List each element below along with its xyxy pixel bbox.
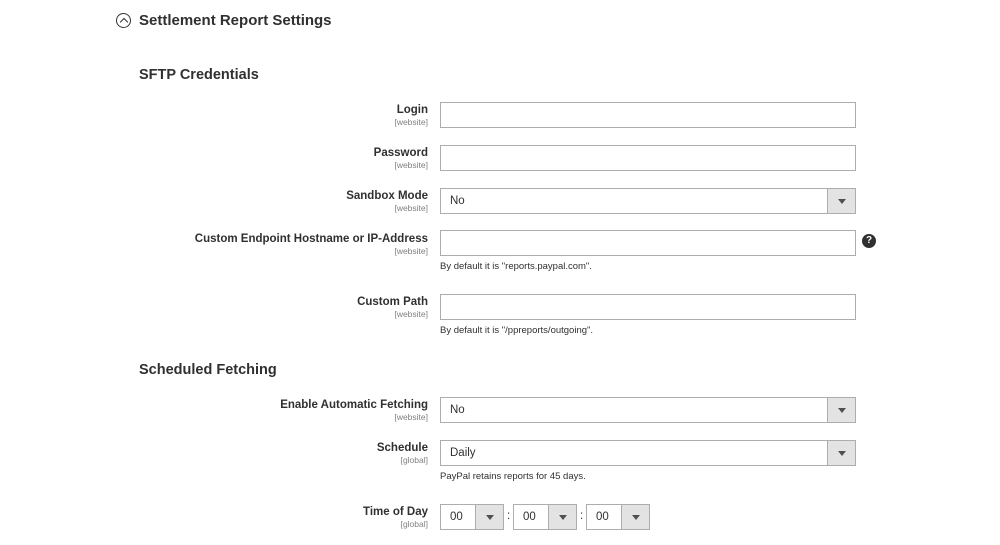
custom-path-input[interactable] [440,294,856,320]
path-label-group [357,296,428,319]
password-input[interactable] [440,145,856,171]
group-title-sftp: SFTP Credentials [139,67,259,83]
sandbox-mode-scope: [website] [394,203,428,213]
section-title: Settlement Report Settings [139,12,332,29]
login-input[interactable] [440,102,856,128]
auto-fetch-label-group [280,399,428,422]
auto-fetch-value: No [450,404,465,416]
login-label-group [394,104,428,127]
section-header[interactable] [116,12,332,29]
second-value: 00 [596,511,609,523]
schedule-scope: [global] [400,455,428,465]
time-of-day-label-group [363,506,428,529]
collapse-icon[interactable] [116,13,131,28]
help-icon[interactable]: ? [862,234,876,248]
sandbox-label-group [346,190,428,213]
endpoint-input[interactable] [440,230,856,256]
endpoint-label-group [195,233,428,256]
chevron-down-icon[interactable] [827,398,855,422]
custom-path-scope: [website] [394,309,428,319]
minute-select[interactable] [513,504,577,530]
password-label: Password [373,147,428,159]
schedule-label: Schedule [376,442,428,454]
chevron-down-icon[interactable] [475,505,503,529]
auto-fetch-scope: [website] [394,412,428,422]
chevron-down-icon[interactable] [827,441,855,465]
schedule-note: PayPal retains reports for 45 days. [440,471,586,482]
sandbox-mode-label: Sandbox Mode [346,190,428,202]
sandbox-mode-value: No [450,195,465,207]
schedule-label-group [377,442,428,465]
password-scope: [website] [394,160,428,170]
custom-path-label: Custom Path [357,296,428,308]
custom-path-note: By default it is "/ppreports/outgoing". [440,325,594,336]
chevron-down-icon[interactable] [621,505,649,529]
hour-value: 00 [450,511,463,523]
hour-select[interactable] [440,504,504,530]
chevron-down-icon[interactable] [827,189,855,213]
auto-fetch-label: Enable Automatic Fetching [280,399,428,411]
chevron-down-icon[interactable] [548,505,576,529]
minute-value: 00 [523,511,536,523]
time-separator: : [507,510,511,522]
password-label-group [374,147,428,170]
schedule-value: Daily [450,447,476,459]
time-of-day-label: Time of Day [363,506,428,518]
auto-fetch-select[interactable] [440,397,856,423]
group-title-scheduled: Scheduled Fetching [139,362,277,378]
endpoint-scope: [website] [394,246,428,256]
schedule-select[interactable] [440,440,856,466]
login-label: Login [396,104,428,116]
time-of-day-scope: [global] [400,519,428,529]
second-select[interactable] [586,504,650,530]
endpoint-note: By default it is "reports.paypal.com". [440,261,592,272]
login-scope: [website] [394,117,428,127]
time-separator: : [580,510,584,522]
sandbox-mode-select[interactable] [440,188,856,214]
endpoint-label: Custom Endpoint Hostname or IP-Address [194,233,428,245]
